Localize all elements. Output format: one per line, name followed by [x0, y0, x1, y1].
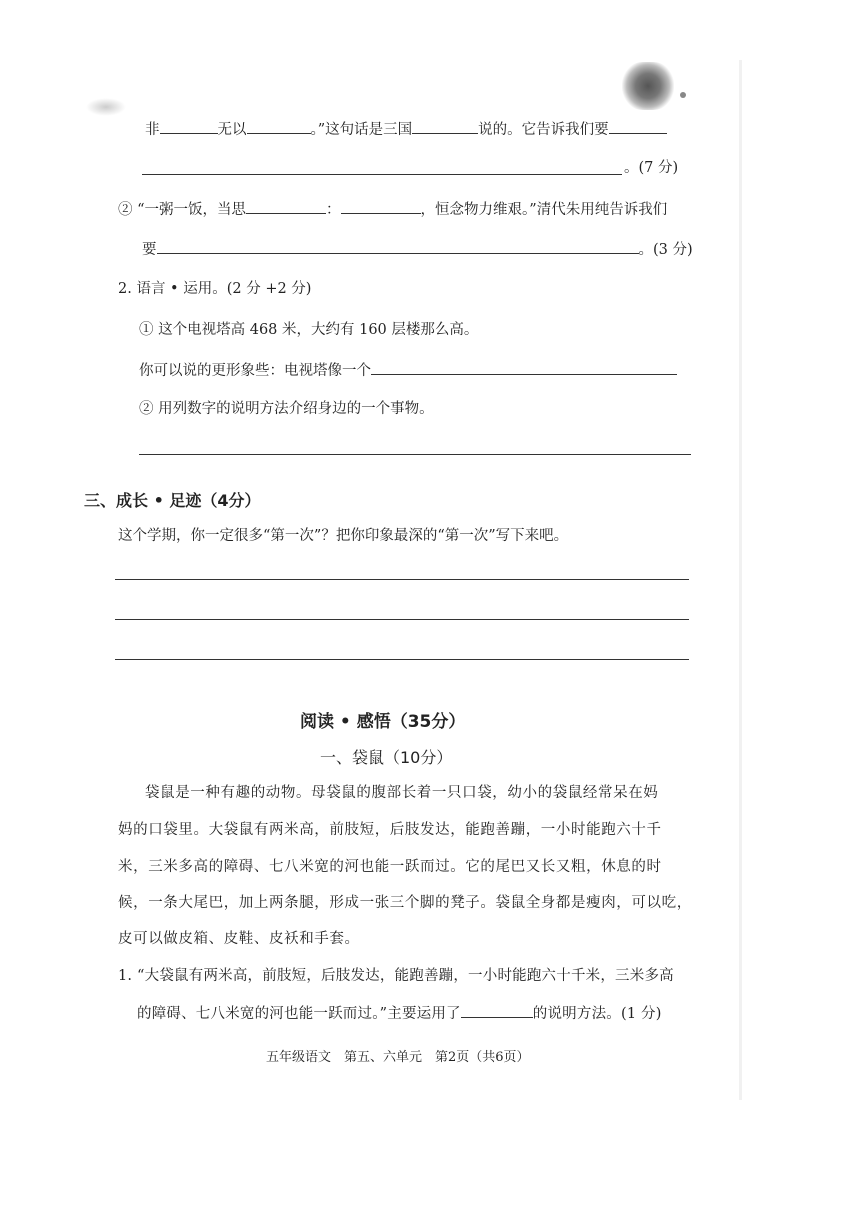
text-fragment: 说的。它告诉我们要: [478, 122, 609, 138]
answer-blank[interactable]: [609, 119, 667, 134]
text-fragment: 非: [145, 122, 160, 138]
passage-line: 袋鼠是一种有趣的动物。母袋鼠的腹部长着一只口袋，幼小的袋鼠经常呆在妈: [145, 785, 659, 801]
text-fragment: 。”这句话是三国: [310, 122, 413, 138]
q1-line1: [145, 119, 667, 140]
text-fragment: ② “一粥一饭，当思: [118, 202, 247, 218]
writing-line[interactable]: [115, 579, 689, 580]
passage-line: 妈的口袋里。大袋鼠有两米高，前肢短，后肢发达，能跑善蹦，一小时能跑六十千: [118, 822, 662, 838]
answer-blank[interactable]: [157, 239, 639, 254]
writing-line[interactable]: [115, 659, 689, 660]
answer-blank[interactable]: [160, 119, 218, 134]
section3-heading: 三、成长 • 足迹（4分）: [84, 491, 261, 510]
text-fragment: 的说明方法。(1 分): [532, 1006, 662, 1022]
text-fragment: 要: [142, 242, 157, 258]
reading-q1-line2: [137, 1003, 662, 1024]
text-fragment: ，恒念物力维艰。”清代朱用纯告诉我们: [420, 202, 668, 218]
answer-blank[interactable]: [341, 199, 421, 214]
reading-title: 阅读 • 感悟（35分）: [300, 712, 466, 732]
answer-blank[interactable]: [246, 199, 326, 214]
answer-blank[interactable]: [371, 360, 677, 375]
scan-blot: [622, 62, 674, 110]
section3-prompt: 这个学期，你一定很多“第一次”？把你印象最深的“第一次”写下来吧。: [118, 528, 569, 544]
item2-q2: ② 用列数字的说明方法介绍身边的一个事物。: [139, 401, 434, 417]
q2-line1: [118, 199, 667, 220]
item2-title: 2. 语言 • 运用。(2 分 +2 分): [118, 281, 312, 297]
text-fragment: 你可以说的更形象些：电视塔像一个: [139, 363, 371, 379]
text-fragment: 。(3 分): [638, 242, 693, 258]
text-fragment: 无以: [217, 122, 247, 138]
scan-edge: [739, 60, 742, 1100]
reading-subtitle: 一、袋鼠（10分）: [320, 748, 453, 767]
item2-q1-prompt: [139, 360, 677, 381]
answer-blank[interactable]: [247, 119, 311, 134]
passage-line: 皮可以做皮箱、皮鞋、皮袄和手套。: [118, 931, 360, 947]
reading-q1-line1: 1. “大袋鼠有两米高，前肢短，后肢发达，能跑善蹦，一小时能跑六十千米，三米多高: [118, 968, 674, 984]
page-footer: 五年级语文 第五、六单元 第2页（共6页）: [266, 1050, 530, 1065]
text-fragment: 的障碍、七八米宽的河也能一跃而过。”主要运用了: [137, 1006, 461, 1022]
answer-line[interactable]: [139, 454, 691, 455]
passage-line: 候，一条大尾巴，加上两条腿，形成一张三个脚的凳子。袋鼠全身都是瘦肉，可以吃，: [118, 895, 692, 911]
passage-line: 米，三米多高的障碍、七八米宽的河也能一跃而过。它的尾巴又长又粗，休息的时: [118, 859, 662, 875]
text-fragment: ：: [326, 202, 341, 218]
scan-smudge: [86, 98, 126, 116]
writing-line[interactable]: [115, 619, 689, 620]
q1-score: 。(7 分): [624, 160, 679, 176]
scan-speck: [680, 92, 686, 98]
answer-line[interactable]: [142, 174, 622, 175]
answer-blank[interactable]: [412, 119, 478, 134]
item2-q1: ① 这个电视塔高 468 米，大约有 160 层楼那么高。: [139, 322, 479, 338]
q2-line2: [142, 239, 693, 260]
answer-blank[interactable]: [461, 1003, 533, 1018]
